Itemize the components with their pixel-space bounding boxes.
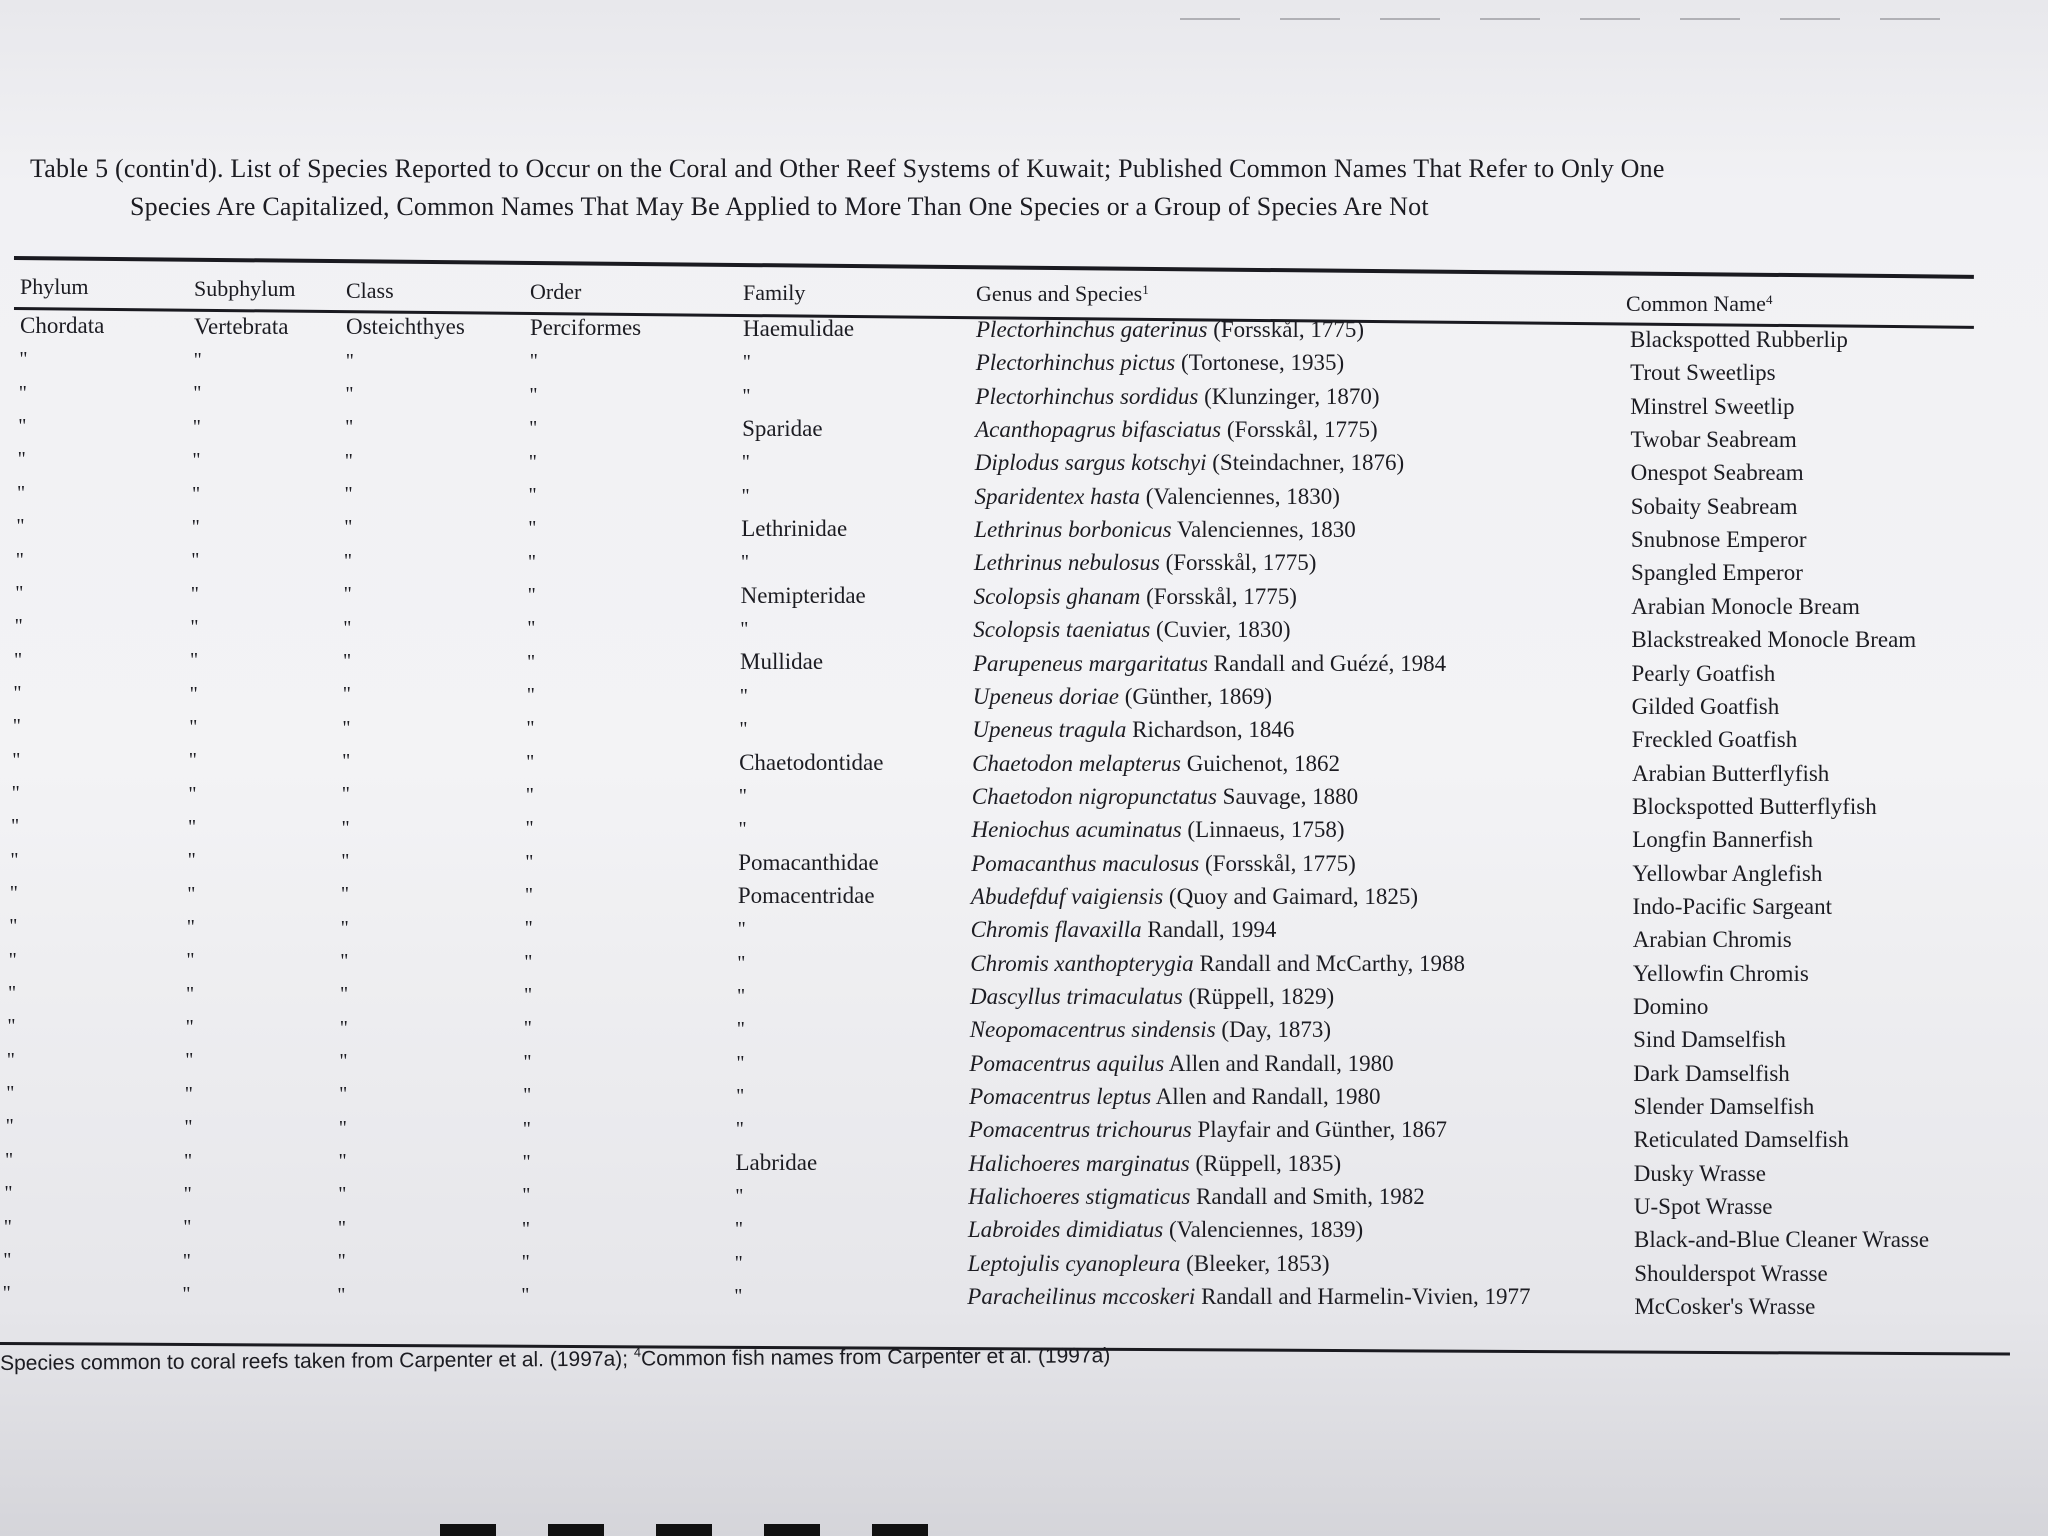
cell-class: " — [343, 549, 353, 572]
cell-order: " — [526, 717, 535, 740]
edge-mark — [656, 1524, 712, 1536]
species-authority: (Rüppell, 1829) — [1188, 984, 1335, 1009]
cell-family: " — [734, 1285, 743, 1308]
cell-genus-species — [973, 650, 1446, 678]
cell-genus-species — [969, 1116, 1447, 1144]
cell-phylum: " — [5, 1148, 14, 1171]
cell-genus-species — [975, 449, 1404, 477]
cell-common-name: Gilded Goatfish — [1631, 693, 1780, 719]
cell-class: " — [339, 1016, 348, 1039]
header-genus-species — [976, 280, 1149, 308]
header-phylum: Phylum — [20, 274, 89, 299]
species-authority: Playfair and Günther, 1867 — [1197, 1117, 1447, 1143]
cell-family: " — [739, 718, 748, 741]
species-name: Abudefduf vaigiensis — [970, 883, 1164, 909]
species-authority: (Forsskål, 1775) — [1205, 850, 1356, 876]
cell-family: Nemipteridae — [740, 582, 866, 608]
species-name: Chromis xanthopterygia — [970, 950, 1194, 976]
cell-class: " — [341, 816, 350, 839]
cell-class: " — [345, 349, 354, 372]
cell-family: Sparidae — [742, 416, 823, 442]
cell-subphylum: " — [186, 949, 195, 972]
cell-order: " — [528, 517, 537, 540]
species-authority: Richardson, 1846 — [1132, 717, 1295, 743]
cell-common-name: Yellowbar Anglefish — [1632, 860, 1823, 886]
species-authority: (Günther, 1869) — [1124, 683, 1272, 709]
species-authority: (Valenciennes, 1839) — [1168, 1217, 1364, 1243]
cell-common-name: Dark Damselfish — [1633, 1060, 1790, 1086]
cell-order: " — [524, 917, 533, 940]
cell-genus-species — [971, 850, 1356, 878]
cell-phylum: " — [15, 581, 24, 604]
page-edge-marks — [440, 1524, 1140, 1536]
cell-common-name: Twobar Seabream — [1630, 427, 1797, 453]
cell-subphylum: " — [187, 849, 196, 872]
header-common-name — [1626, 290, 1772, 318]
cell-genus-species — [975, 416, 1378, 444]
cell-phylum: " — [14, 648, 23, 671]
cell-subphylum: " — [190, 649, 199, 672]
species-authority: (Tortonese, 1935) — [1180, 350, 1345, 376]
cell-phylum: " — [14, 615, 23, 638]
cell-family: " — [738, 818, 747, 841]
cell-family: Chaetodontidae — [739, 749, 884, 775]
cell-order: " — [527, 550, 537, 573]
cell-genus-species — [972, 783, 1358, 811]
cell-class: " — [342, 749, 351, 772]
cell-phylum: " — [3, 1215, 12, 1238]
cell-family: " — [737, 984, 746, 1007]
species-authority: Allen and Randall, 1980 — [1155, 1084, 1381, 1110]
cell-subphylum: " — [190, 582, 199, 605]
cell-class: " — [340, 983, 349, 1006]
cell-genus-species — [970, 983, 1334, 1011]
cell-family: " — [740, 618, 749, 641]
cell-genus-species — [971, 883, 1418, 911]
cell-subphylum: " — [183, 1216, 192, 1239]
cell-subphylum: " — [192, 482, 201, 505]
cell-family: " — [735, 1118, 744, 1141]
cell-subphylum: " — [183, 1182, 192, 1205]
cell-order: " — [529, 350, 538, 373]
cell-common-name: Black-and-Blue Cleaner Wrasse — [1634, 1227, 1930, 1253]
cell-subphylum: " — [192, 449, 201, 472]
cell-common-name: Onespot Seabream — [1630, 460, 1804, 486]
cell-phylum: " — [9, 915, 18, 938]
cell-order: " — [527, 650, 536, 673]
cell-family: " — [741, 451, 750, 474]
edge-mark — [440, 1524, 496, 1536]
header-family: Family — [743, 280, 806, 305]
species-authority: Randall and Smith, 1982 — [1196, 1184, 1425, 1210]
cell-phylum: Chordata — [20, 313, 105, 339]
cell-common-name: Sind Damselfish — [1633, 1027, 1786, 1053]
cell-family: " — [739, 684, 748, 707]
species-authority: (Day, 1873) — [1221, 1017, 1332, 1043]
header-genus-species-label: Genus and Species — [976, 281, 1143, 306]
cell-family: Mullidae — [740, 649, 824, 675]
cell-common-name: Blackspotted Rubberlip — [1630, 327, 1848, 352]
cell-genus-species — [972, 816, 1345, 844]
cell-phylum: " — [7, 1015, 16, 1038]
cell-subphylum: " — [182, 1282, 191, 1305]
cell-class: " — [338, 1150, 347, 1173]
species-name: Upeneus tragula — [972, 717, 1127, 743]
cell-phylum: " — [2, 1282, 11, 1305]
species-authority: (Bleeker, 1853) — [1186, 1250, 1330, 1276]
species-authority: (Linnaeus, 1758) — [1187, 817, 1345, 843]
species-name: Scolopsis ghanam — [973, 583, 1141, 609]
species-name: Halichoeres marginatus — [968, 1150, 1190, 1176]
cell-subphylum: " — [184, 1082, 193, 1105]
cell-genus-species — [970, 950, 1465, 978]
cell-common-name: Freckled Goatfish — [1631, 727, 1798, 753]
cell-phylum: " — [18, 381, 27, 404]
cell-subphylum: " — [182, 1249, 191, 1272]
cell-subphylum: " — [184, 1116, 193, 1139]
cell-family: Labridae — [735, 1149, 818, 1175]
cell-class: " — [338, 1183, 347, 1206]
species-name: Neopomacentrus sindensis — [969, 1017, 1216, 1043]
cell-family: " — [737, 918, 746, 941]
cell-class: " — [345, 383, 354, 406]
header-order: Order — [530, 279, 582, 304]
cell-phylum: " — [5, 1115, 14, 1138]
cell-class: " — [339, 1083, 348, 1106]
species-name: Heniochus acuminatus — [971, 817, 1182, 843]
edge-mark — [764, 1524, 820, 1536]
cell-common-name: Snubnose Emperor — [1630, 527, 1807, 553]
cell-subphylum: " — [189, 682, 198, 705]
cell-subphylum: Vertebrata — [194, 313, 289, 339]
cell-family: " — [736, 1085, 745, 1108]
cell-common-name: McCosker's Wrasse — [1634, 1294, 1816, 1320]
cell-genus-species — [967, 1283, 1530, 1311]
cell-class: " — [342, 683, 351, 706]
cell-subphylum: " — [184, 1149, 193, 1172]
cell-order: " — [526, 683, 535, 706]
cell-class: " — [338, 1116, 347, 1139]
species-name: Lethrinus borbonicus — [974, 517, 1172, 543]
cell-class: " — [343, 616, 352, 639]
cell-phylum: " — [19, 348, 28, 371]
cell-phylum: " — [12, 748, 21, 771]
species-name: Dascyllus trimaculatus — [970, 984, 1183, 1009]
cell-family: " — [734, 1251, 743, 1274]
cell-order: " — [525, 784, 534, 807]
cell-subphylum: " — [192, 415, 201, 438]
cell-common-name: Longfin Bannerfish — [1632, 827, 1814, 853]
species-authority: (Forsskål, 1775) — [1146, 583, 1297, 609]
species-name: Lethrinus nebulosus — [973, 550, 1160, 576]
cell-family: " — [738, 784, 747, 807]
species-name: Diplodus sargus kotschyi — [974, 450, 1207, 476]
cell-common-name: Arabian Chromis — [1632, 927, 1792, 953]
cell-order: " — [523, 1084, 532, 1107]
species-authority: Randall, 1994 — [1147, 917, 1277, 943]
cell-common-name: Slender Damselfish — [1633, 1094, 1815, 1120]
cell-genus-species — [970, 1016, 1331, 1044]
species-name: Parupeneus margaritatus — [973, 650, 1208, 676]
cell-class: " — [337, 1216, 347, 1239]
species-authority: (Klunzinger, 1870) — [1204, 383, 1380, 409]
cell-order: " — [522, 1117, 531, 1140]
species-authority: Randall and Harmelin-Vivien, 1977 — [1201, 1284, 1531, 1310]
species-name: Scolopsis taeniatus — [973, 617, 1151, 643]
cell-phylum: " — [16, 515, 25, 538]
cell-family: Lethrinidae — [741, 516, 848, 542]
cell-class: " — [337, 1250, 346, 1273]
cell-subphylum: " — [186, 916, 195, 939]
footnote-part-1: Species common to coral reefs taken from Carpenter et al. (1997a); — [0, 1347, 634, 1375]
cell-family: " — [734, 1218, 744, 1241]
cell-order: " — [521, 1217, 531, 1240]
cell-family: " — [740, 551, 750, 574]
cell-subphylum: " — [191, 549, 200, 572]
species-authority: (Valenciennes, 1830) — [1145, 483, 1340, 509]
species-name: Plectorhinchus gaterinus — [976, 317, 1208, 342]
cell-subphylum: " — [190, 615, 199, 638]
cell-family: Pomacentridae — [737, 882, 875, 908]
cell-genus-species — [972, 716, 1294, 744]
cell-common-name: Blackstreaked Monocle Bream — [1631, 627, 1917, 653]
cell-class: " — [340, 916, 349, 939]
cell-common-name: Reticulated Damselfish — [1633, 1127, 1849, 1153]
cell-family: Haemulidae — [743, 315, 855, 341]
cell-genus-species — [968, 1183, 1425, 1211]
cell-phylum: " — [6, 1082, 15, 1105]
species-name: Paracheilinus mccoskeri — [967, 1284, 1196, 1310]
edge-mark — [872, 1524, 928, 1536]
cell-order: " — [525, 850, 534, 873]
cell-subphylum: " — [188, 749, 197, 772]
cell-genus-species — [974, 583, 1297, 611]
cell-common-name: Arabian Monocle Bream — [1631, 593, 1860, 619]
cell-subphylum: " — [188, 782, 197, 805]
caption-line-2: Species Are Capitalized, Common Names That May Be Applied to More Than One Species or a Group of Species Are Not — [130, 192, 1429, 221]
species-name: Halichoeres stigmaticus — [968, 1184, 1191, 1210]
cell-common-name: Spangled Emperor — [1631, 560, 1803, 586]
cell-phylum: " — [10, 848, 19, 871]
species-name: Plectorhinchus pictus — [975, 350, 1176, 376]
cell-common-name: Dusky Wrasse — [1633, 1160, 1766, 1186]
cell-genus-species — [969, 1150, 1342, 1178]
cell-subphylum: " — [185, 1049, 194, 1072]
species-name: Chaetodon nigropunctatus — [971, 783, 1217, 809]
cell-family: Pomacanthidae — [738, 849, 879, 875]
cell-order: " — [521, 1284, 530, 1307]
cell-order: " — [527, 617, 536, 640]
cell-common-name: Shoulderspot Wrasse — [1634, 1260, 1828, 1286]
cell-genus-species — [968, 1250, 1330, 1278]
cell-family: " — [735, 1185, 744, 1208]
caption-line-1: Table 5 (contin'd). List of Species Reported to Occur on the Coral and Other Reef Systems of Kuwait; Published Common Names That Refer to Only One — [30, 154, 1665, 183]
species-name: Upeneus doriae — [972, 683, 1119, 709]
cell-genus-species — [976, 349, 1344, 377]
cell-order: " — [524, 950, 533, 973]
cell-genus-species — [975, 483, 1340, 511]
species-name: Acanthopagrus bifasciatus — [975, 417, 1222, 443]
species-authority: Randall and Guézé, 1984 — [1213, 650, 1447, 676]
cell-family: " — [742, 384, 751, 407]
header-common-name-sup: 4 — [1765, 292, 1773, 307]
cell-class: " — [345, 416, 354, 439]
species-name: Sparidentex hasta — [974, 483, 1140, 509]
species-name: Pomacanthus maculosus — [971, 850, 1200, 876]
species-authority: Sauvage, 1880 — [1222, 783, 1359, 809]
cell-subphylum: " — [191, 515, 200, 538]
cell-order: " — [524, 984, 533, 1007]
cell-phylum: " — [17, 481, 26, 504]
cell-phylum: " — [8, 982, 17, 1005]
species-authority: (Forsskål, 1775) — [1213, 317, 1365, 342]
species-authority: (Cuvier, 1830) — [1156, 617, 1291, 643]
header-class: Class — [346, 278, 394, 303]
cell-subphylum: " — [187, 882, 196, 905]
cell-common-name: U-Spot Wrasse — [1633, 1194, 1773, 1220]
species-authority: (Forsskål, 1775) — [1165, 550, 1317, 576]
cell-genus-species — [972, 750, 1340, 778]
cell-class: " — [340, 950, 349, 973]
cell-class: " — [344, 483, 353, 506]
cell-phylum: " — [18, 415, 27, 438]
cell-subphylum: " — [193, 349, 202, 372]
cell-order: " — [526, 750, 535, 773]
cell-order: " — [529, 383, 538, 406]
cell-phylum: " — [11, 781, 20, 804]
cell-phylum: " — [3, 1248, 12, 1271]
cell-class: " — [342, 716, 351, 739]
cell-order: " — [528, 483, 537, 506]
cell-class: " — [337, 1283, 346, 1306]
cell-family: " — [736, 1051, 745, 1074]
cell-common-name: Pearly Goatfish — [1631, 660, 1776, 686]
cell-family: " — [742, 351, 751, 374]
cell-genus-species — [971, 916, 1277, 944]
cell-common-name: Arabian Butterflyfish — [1631, 760, 1830, 786]
cell-class: " — [341, 783, 350, 806]
cell-genus-species — [969, 1050, 1393, 1078]
cell-genus-species — [968, 1216, 1363, 1244]
species-authority: (Rüppell, 1835) — [1195, 1150, 1342, 1176]
cell-phylum: " — [15, 548, 24, 571]
cell-common-name: Yellowfin Chromis — [1632, 960, 1809, 986]
species-authority: Randall and McCarthy, 1988 — [1199, 950, 1465, 976]
cell-order: " — [522, 1150, 531, 1173]
cell-class: " — [344, 449, 353, 472]
cell-order: " — [529, 417, 538, 440]
cell-subphylum: " — [186, 982, 195, 1005]
cell-order: " — [521, 1250, 530, 1273]
cell-common-name: Trout Sweetlips — [1630, 360, 1776, 386]
cell-subphylum: " — [193, 382, 202, 405]
species-authority: (Quoy and Gaimard, 1825) — [1168, 883, 1419, 909]
cell-genus-species — [969, 1083, 1380, 1111]
header-common-name-label: Common Name — [1626, 291, 1766, 316]
cell-phylum: " — [12, 715, 21, 738]
species-name: Pomacentrus leptus — [969, 1084, 1152, 1110]
cell-family: " — [737, 951, 746, 974]
cell-genus-species — [973, 683, 1272, 711]
species-authority: Guichenot, 1862 — [1186, 750, 1341, 776]
header-subphylum: Subphylum — [194, 276, 296, 301]
cell-genus-species — [976, 316, 1364, 344]
species-name: Chromis flavaxilla — [970, 917, 1142, 943]
cell-class: " — [344, 516, 353, 539]
cell-order: " — [524, 884, 534, 907]
cell-class: " — [339, 1050, 348, 1073]
cell-phylum: " — [9, 882, 18, 905]
cell-class: " — [341, 849, 350, 872]
species-name: Labroides dimidiatus — [967, 1217, 1164, 1243]
species-name: Chaetodon melapterus — [972, 750, 1181, 776]
cell-common-name: Minstrel Sweetlip — [1630, 393, 1795, 419]
cell-genus-species — [974, 516, 1356, 544]
cell-order: " — [527, 583, 536, 606]
species-name: Leptojulis cyanopleura — [967, 1250, 1181, 1276]
cell-genus-species — [974, 549, 1316, 577]
cell-class: " — [343, 649, 352, 672]
cell-subphylum: " — [185, 1016, 194, 1039]
cell-phylum: " — [11, 815, 20, 838]
cell-common-name: Indo-Pacific Sargeant — [1632, 893, 1833, 919]
cell-order: " — [522, 1184, 531, 1207]
cell-phylum: " — [17, 448, 26, 471]
cell-phylum: " — [13, 681, 22, 704]
cell-family: " — [736, 1018, 745, 1041]
cell-subphylum: " — [188, 816, 197, 839]
cell-order: " — [523, 1017, 532, 1040]
cell-phylum: " — [6, 1048, 15, 1071]
footnote-sup: 4 — [633, 1344, 642, 1360]
cell-order: " — [528, 450, 537, 473]
cell-order: " — [523, 1050, 532, 1073]
cell-order: Perciformes — [530, 315, 642, 341]
cell-family: " — [741, 484, 750, 507]
cell-class: " — [343, 583, 352, 606]
species-name: Plectorhinchus sordidus — [975, 383, 1199, 409]
cell-genus-species — [975, 383, 1379, 411]
cell-class: Osteichthyes — [346, 314, 465, 340]
cell-phylum: " — [8, 948, 17, 971]
cell-common-name: Blockspotted Butterflyfish — [1632, 793, 1877, 819]
header-genus-species-sup: 1 — [1142, 282, 1149, 297]
cell-common-name: Sobaity Seabream — [1630, 493, 1798, 519]
species-authority: (Forsskål, 1775) — [1226, 417, 1378, 443]
edge-mark — [548, 1524, 604, 1536]
cell-class: " — [340, 883, 350, 906]
species-authority: Allen and Randall, 1980 — [1168, 1050, 1394, 1076]
cell-genus-species — [973, 616, 1290, 644]
species-name: Pomacentrus aquilus — [969, 1050, 1165, 1076]
species-name: Pomacentrus trichourus — [968, 1117, 1192, 1143]
species-authority: Valenciennes, 1830 — [1176, 517, 1356, 543]
cell-order: " — [525, 817, 534, 840]
cell-phylum: " — [4, 1182, 13, 1205]
species-authority: (Steindachner, 1876) — [1212, 450, 1405, 476]
cell-subphylum: " — [189, 715, 198, 738]
footnote-part-2: Common fish names from Carpenter et al. (1997a) — [641, 1344, 1111, 1371]
cell-common-name: Domino — [1633, 994, 1709, 1019]
